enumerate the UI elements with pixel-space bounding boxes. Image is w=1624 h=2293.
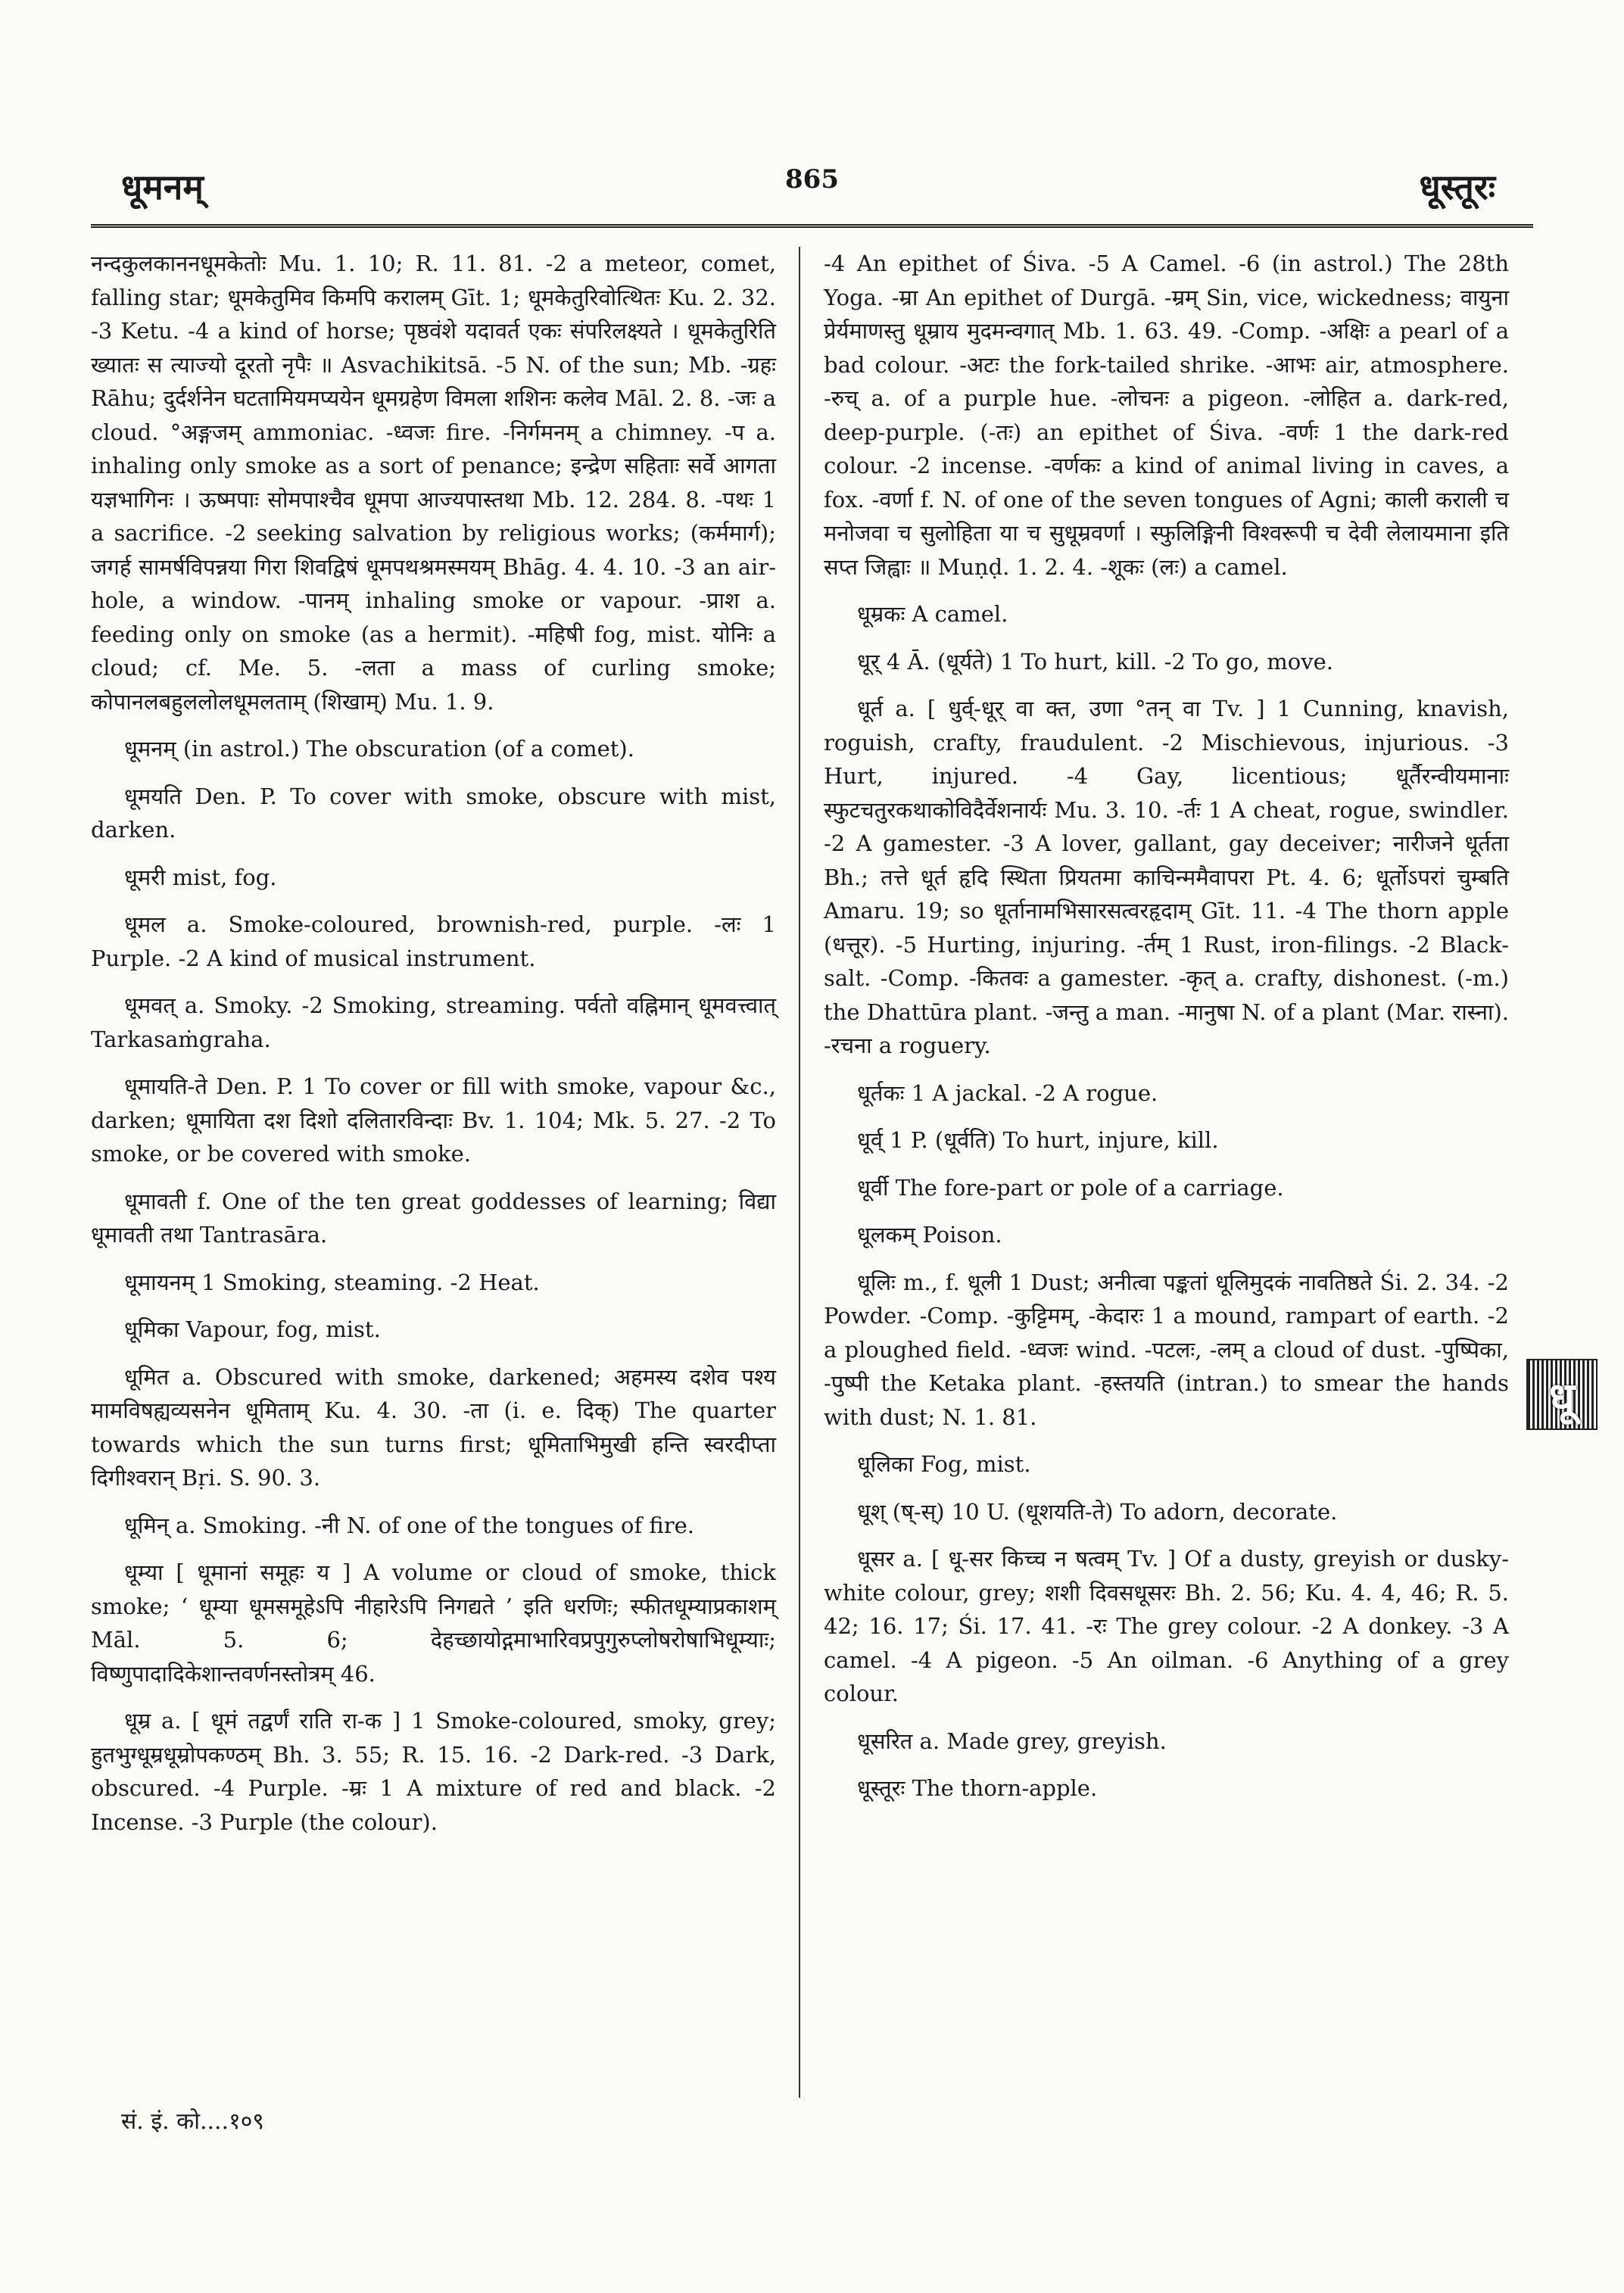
thumb-index-tab [1526, 1359, 1598, 1430]
right-running-headword: धूस्तूरः [1419, 167, 1495, 207]
dictionary-entry: धूर् 4 Ā. (धूर्यते) 1 To hurt, kill. -2 To go, move. [857, 648, 1333, 675]
dictionary-entry: धूसरित a. Made grey, greyish. [857, 1728, 1167, 1754]
thumb-index-letter: धू [1548, 1373, 1576, 1423]
dictionary-entry: धूम्या [ धूमानां समूहः य ] A volume or cloud of smoke, thick smoke; ‘ धूम्या धूमसमूहेऽपि नीहारेऽपि निगद्यते ’ इति धरणिः; स्फीतधूम्याप्रकाशम् Māl. 5. 6; देहच्छायोद्गमाभारिवप्रपुगुरुप्लोषरोषाभिधूम्याः; विष्णुपादादिकेशान्तवर्णनस्तोत्रम् 46. [91, 1559, 776, 1687]
dictionary-entry: धूस्तूरः The thorn-apple. [857, 1775, 1098, 1801]
dictionary-entry: धूमवत् a. Smoky. -2 Smoking, streaming. पर्वतो वह्निमान् धूमवत्त्वात् Tarkasaṁgraha. [91, 992, 776, 1052]
dictionary-entry: धूमयति Den. P. To cover with smoke, obscure with mist, darken. [91, 783, 776, 843]
dictionary-entry: धूमिन् a. Smoking. -नी N. of one of the tongues of fire. [124, 1512, 694, 1538]
dictionary-entry: धूमल a. Smoke-coloured, brownish-red, purple. -लः 1 Purple. -2 A kind of musical instrument. [91, 911, 776, 971]
dictionary-entry: धूमिका Vapour, fog, mist. [124, 1316, 381, 1342]
dictionary-entry: धूसर a. [ धू-सर किच्च न षत्वम् Tv. ] Of a dusty, greyish or dusky-white colour, grey; शशी दिवसधूसरः Bh. 2. 56; Ku. 4. 4, 46; R. 5. 42; 16. 17; Śi. 17. 41. -रः The grey colour. -2 A donkey. -3 A camel. -4 A pigeon. -5 An oilman. -6 Anything of a grey colour. [824, 1546, 1509, 1706]
dictionary-entry: धूमरी mist, fog. [124, 864, 277, 890]
dictionary-entry: धूम्रकः A camel. [857, 601, 1008, 627]
left-running-headword: धूमनम् [121, 167, 204, 207]
dictionary-entry: धूमायनम् 1 Smoking, steaming. -2 Heat. [124, 1269, 540, 1295]
dictionary-entry: धूमायति-ते Den. P. 1 To cover or fill with smoke, vapour &c., darken; धूमायिता दश दिशो दलितारविन्दाः Bv. 1. 104; Mk. 5. 27. -2 To smoke, or be covered with smoke. [91, 1073, 776, 1167]
page-header [91, 163, 1533, 216]
signature-mark: सं. इं. को....१०९ [121, 2108, 264, 2135]
dictionary-entry: धूमित a. Obscured with smoke, darkened; अहमस्य दशेव पश्य मामविषह्यव्यसनेन धूमिताम् Ku. 4. 30. -ता (i. e. दिक्) The quarter towards which the sun turns first; धूमिताभिमुखी हन्ति स्वरदीप्ता दिगीश्वरान् Bṛi. S. 90. 3. [91, 1363, 776, 1491]
header-rule [91, 224, 1533, 228]
dictionary-entry: धूमावती f. One of the ten great goddesses of learning; विद्या धूमावती तथा Tantrasāra. [91, 1188, 776, 1248]
dictionary-entry: धूलिका Fog, mist. [857, 1451, 1031, 1477]
dictionary-entry: धूश् (ष्-स्) 10 U. (धूशयति-ते) To adorn, decorate. [857, 1498, 1338, 1525]
page-number: 865 [785, 164, 839, 195]
dictionary-entry: धूम्र a. [ धूमं तद्वर्णं राति रा-क ] 1 Smoke-coloured, smoky, grey; हुतभुग्धूम्रधूम्रोपकण्ठम् Bh. 3. 55; R. 15. 16. -2 Dark-red. -3 Dark, obscured. -4 Purple. -म्रः 1 A mixture of red and black. -2 Incense. -3 Purple (the colour). [91, 1708, 776, 1835]
dictionary-entry: धूर्त a. [ धुर्व्-धूर् वा क्त, उणा °तन् वा Tv. ] 1 Cunning, knavish, roguish, crafty, fraudulent. -2 Mischievous, injurious. -3 Hurt, injured. -4 Gay, licentious; धूर्तैरन्वीयमानाः स्फुटचतुरकथाकोविदैर्वेशनार्यः Mu. 3. 10. -र्तः 1 A cheat, rogue, swindler. -2 A gamester. -3 A lover, gallant, gay deceiver; नारीजने धूर्तता Bh.; तत्ते धूर्त हृदि स्थिता प्रियतमा काचिन्ममैवापरा Pt. 4. 6; धूर्तोऽपरां चुम्बति Amaru. 19; so धूर्तानामभिसारसत्वरहृदाम् Gīt. 11. -4 The thorn apple (धत्तूर). -5 Hurting, injuring. -र्तम् 1 Rust, iron-filings. -2 Black-salt. -Comp. -कितवः a gamester. -कृत् a. crafty, dishonest. (-m.) the Dhattūra plant. -जन्तु a man. -मानुषा N. of a plant (Mar. रास्ना). -रचना a roguery. [824, 696, 1509, 1058]
entry-continuation: नन्दकुलकाननधूमकेतोः Mu. 1. 10; R. 11. 81. -2 a meteor, comet, falling star; धूमकेतुमिव किमपि करालम् Gīt. 1; धूमकेतुरिवोत्थितः Ku. 2. 32. -3 Ketu. -4 a kind of horse; पृष्ठवंशे यदावर्त एकः संपरिलक्ष्यते । धूमकेतुरिति ख्यातः स त्याज्यो दूरतो नृपैः ॥ Asvachikitsā. -5 N. of the sun; Mb. -ग्रहः Rāhu; दुर्दर्शनेन घटतामियमप्ययेन धूमग्रहेण विमला शशिनः कलेव Māl. 2. 8. -जः a cloud. °अङ्गजम् ammoniac. -ध्वजः fire. -निर्गमनम् a chimney. -प a. inhaling only smoke as a sort of penance; इन्द्रेण सहिताः सर्वे आगता यज्ञभागिनः । ऊष्मपाः सोमपाश्चैव धूमपा आज्यपास्तथा Mb. 12. 284. 8. -पथः 1 a sacrifice. -2 seeking salvation by religious works; (कर्ममार्ग); जगर्ह सामर्षविपन्नया गिरा शिवद्विषं धूमपथश्रमस्मयम् Bhāg. 4. 4. 10. -3 an air-hole, a window. -पानम् inhaling smoke or vapour. -प्राश a. feeding only on smoke (as a hermit). -महिषी fog, mist. योनिः a cloud; cf. Me. 5. -लता a mass of curling smoke; कोपानलबहुललोलधूमलताम् (शिखाम्) Mu. 1. 9. [91, 251, 776, 715]
entry-continuation: -4 An epithet of Śiva. -5 A Camel. -6 (in astrol.) The 28th Yoga. -म्रा An epithet of Durgā. -म्रम् Sin, vice, wickedness; वायुना प्रेर्यमाणस्तु धूम्राय मुदमन्वगात् Mb. 1. 63. 49. -Comp. -अक्षिः a pearl of a bad colour. -अटः the fork-tailed shrike. -आभः air, atmosphere. -रुच् a. of a purple hue. -लोचनः a pigeon. -लोहित a. dark-red, deep-purple. (-तः) an epithet of Śiva. -वर्णः 1 the dark-red colour. -2 incense. -वर्णकः a kind of animal living in caves, a fox. -वर्णा f. N. of one of the seven tongues of Agni; काली कराली च मनोजवा च सुलोहिता या च सुधूम्रवर्णा । स्फुलिङ्गिनी विश्वरूपी च देवी लेलायमाना इति सप्त जिह्वाः ॥ Muṇḍ. 1. 2. 4. -शूकः (लः) a camel. [824, 251, 1509, 580]
dictionary-entry: धूलिः m., f. धूली 1 Dust; अनीत्वा पङ्कतां धूलिमुदकं नावतिष्ठते Śi. 2. 34. -2 Powder. -Comp. -कुट्टिमम्, -केदारः 1 a mound, rampart of earth. -2 a ploughed field. -ध्वजः wind. -पटलः, -लम् a cloud of dust. -पुष्पिका, -पुष्पी the Ketaka plant. -हस्तयति (intran.) to smear the hands with dust; N. 1. 81. [824, 1269, 1509, 1430]
dictionary-entry: धूर्व् 1 P. (धूर्वति) To hurt, injure, kill. [857, 1127, 1219, 1153]
dictionary-entry: धूर्वी The fore-part or pole of a carriage. [857, 1174, 1284, 1201]
right-column [824, 247, 1509, 1819]
column-divider [799, 247, 800, 2098]
left-column [91, 247, 776, 1852]
dictionary-entry: धूलकम् Poison. [857, 1222, 1002, 1248]
dictionary-entry: धूर्तकः 1 A jackal. -2 A rogue. [857, 1080, 1158, 1106]
dictionary-entry: धूमनम् (in astrol.) The obscuration (of a comet). [124, 736, 634, 762]
